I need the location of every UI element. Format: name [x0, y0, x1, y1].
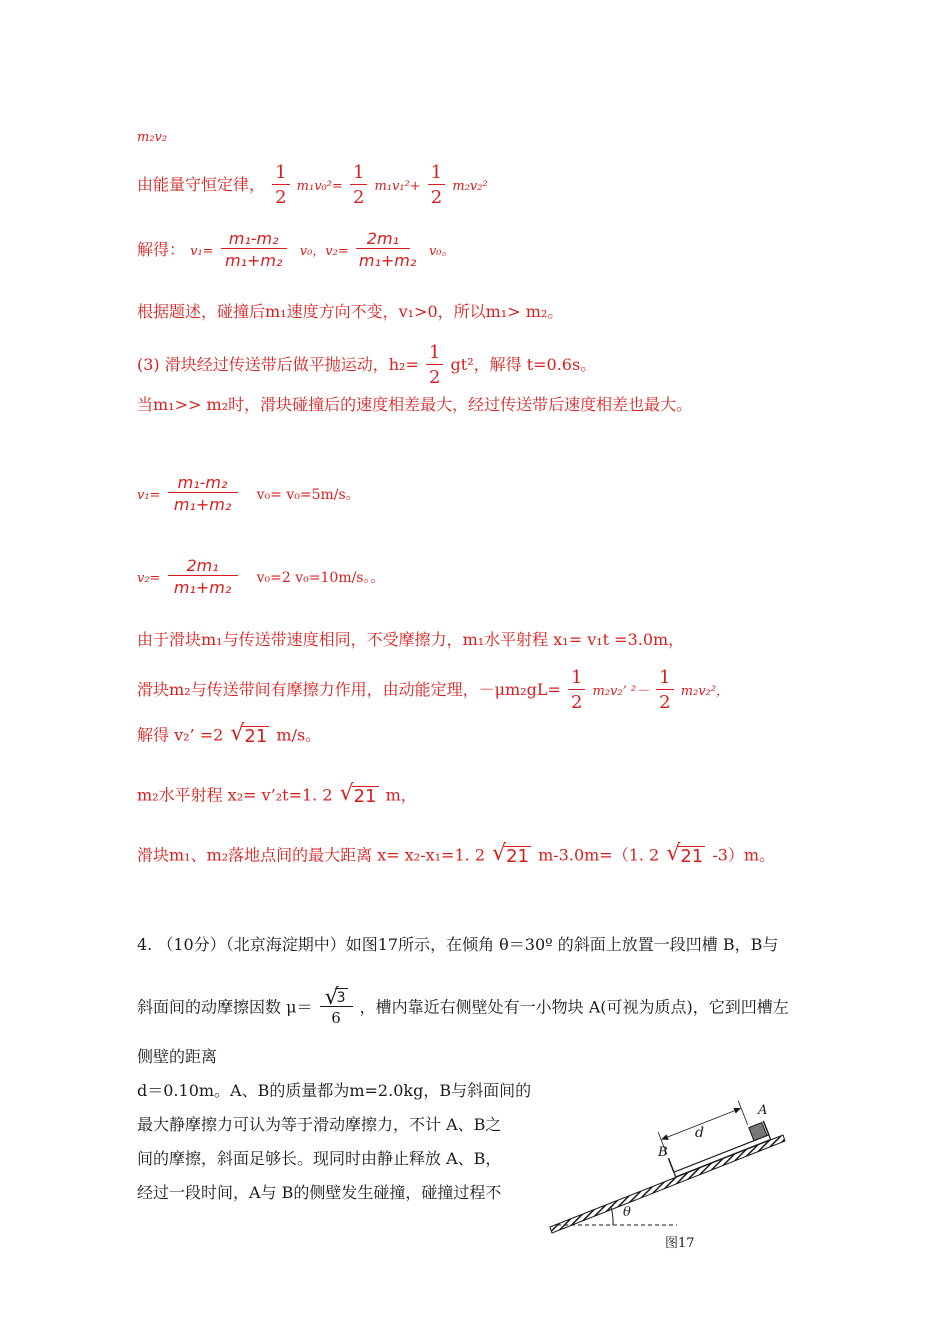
paragraph-line-2: 最大静摩擦力可认为等于滑动摩擦力，不计 A、B之 [137, 1115, 502, 1134]
v2-fraction: $\frac{\text{2m₁}}{\text{m₁+m₂}}$ [356, 230, 410, 271]
sqrt-21-c: √ 21 [492, 846, 531, 866]
term-m2v2-prime: m₂v₂’ ²－ [592, 684, 650, 700]
figure-caption: 图17 [665, 1236, 695, 1251]
v1-result-value: v₀= v₀=5m/s。 [256, 486, 360, 503]
v2-prime-text: 解得 v₂’ =2 [137, 725, 224, 745]
v2-result-line [137, 557, 385, 598]
max-distance-text: 滑块m₁、m₂落地点间的最大距离 x= x₂-x₁=1. 2 [137, 845, 485, 865]
v2-prime-line [137, 726, 321, 746]
label-a: A [758, 1103, 768, 1118]
sqrt-21-d: √ 21 [666, 846, 705, 866]
term-m2v2: m₂v₂² [452, 179, 488, 195]
half-fraction-3: $\frac{1}{2}$ [428, 163, 445, 208]
half-fraction-1: $\frac{1}{2}$ [272, 163, 289, 208]
energy-conservation-line [137, 163, 488, 208]
question-4-line-2-rest: ，槽内靠近右侧壁处有一小物块 A(可视为质点)，它到凹槽左 [359, 997, 789, 1017]
term-m1v1: m₁v₁²+ [374, 179, 421, 195]
half-fraction-6: $\frac{1}{2}$ [656, 668, 673, 713]
theta-label: θ [623, 1205, 631, 1220]
max-difference-text: 当m₁>> m₂时，滑块碰撞后的速度相差最大，经过传送带后速度相差也最大。 [137, 395, 693, 414]
energy-label: 由能量守恒定律， [137, 175, 266, 195]
range-x2-unit: m， [385, 785, 417, 805]
sqrt-21-b: √ 21 [340, 786, 379, 806]
question-4-line-2 [137, 988, 789, 1028]
question-4-line-1: 4. （10分）（北京海淀期中）如图17所示，在倾角 θ＝30º 的斜面上放置一段凹槽 B，B与 [137, 935, 779, 954]
direction-conclusion: 根据题述，碰撞后m₁速度方向不变，v₁>0，所以m₁> m₂。 [137, 302, 564, 321]
label-d: d [695, 1125, 704, 1141]
v2-prime-unit: m/s。 [276, 725, 322, 745]
projectile-line [137, 343, 596, 388]
range-x1-text: 由于滑块m₁与传送带速度相同，不受摩擦力，m₁水平射程 x₁= v₁t =3.0m， [137, 630, 685, 649]
mu-fraction: √ $\frac{3}{6}$ [320, 988, 353, 1028]
half-fraction-5: $\frac{1}{2}$ [568, 668, 585, 713]
projectile-text: (3) 滑块经过传送带后做平抛运动，h₂= [137, 355, 419, 375]
solution-line [137, 230, 455, 271]
max-distance-end: -3）m。 [712, 845, 776, 865]
angle-arc [611, 1207, 613, 1225]
half-fraction-2: $\frac{1}{2}$ [350, 163, 367, 208]
question-4-paragraph [137, 1074, 537, 1210]
max-distance-line [137, 846, 775, 866]
v2-result-fraction: $\frac{\text{2m₁}}{\text{m₁+m₂}}$ [168, 557, 238, 598]
paragraph-line-4: 经过一段时间，A与 B的侧壁发生碰撞，碰撞过程不 [137, 1183, 502, 1202]
range-x2-text: m₂水平射程 x₂= v’₂t=1. 2 [137, 785, 333, 805]
v1-label: v₁= [190, 243, 214, 259]
paragraph-line-3: 间的摩擦，斜面足够长。现同时由静止释放 A、B， [137, 1149, 502, 1168]
kinetic-energy-line [137, 668, 729, 713]
label-b: B [658, 1145, 668, 1160]
sqrt-21-a: √ 21 [230, 726, 269, 746]
range-x2-line [137, 786, 417, 806]
formula-m2v2: m₂v₂ [137, 130, 168, 145]
v0-v2-label: v₀，v₂= [299, 243, 349, 259]
max-distance-mid: m-3.0m=（1. 2 [538, 845, 660, 865]
v1-result-fraction: $\frac{\text{m₁-m₂}}{\text{m₁+m₂}}$ [168, 474, 238, 515]
v1-result-label: v₁= [137, 487, 161, 503]
question-4-line-3: 侧壁的距离 [137, 1047, 218, 1066]
term-m1v0: m₁v₀²= [296, 179, 343, 195]
paragraph-line-1: d＝0.10m。A、B的质量都为m=2.0kg，B与斜面间的 [137, 1081, 532, 1100]
groove-base [674, 1135, 771, 1177]
solution-label: 解得： [137, 239, 186, 259]
v0-end: v₀。 [428, 243, 455, 259]
v1-fraction: $\frac{\text{m₁-m₂}}{\text{m₁+m₂}}$ [221, 230, 287, 271]
kinetic-energy-text: 滑块m₂与传送带间有摩擦力作用，由动能定理，－μm₂gL= [137, 680, 561, 700]
groove-left-wall [668, 1158, 673, 1172]
half-fraction-4: $\frac{1}{2}$ [426, 343, 443, 388]
time-result: gt²，解得 t=0.6s。 [450, 355, 597, 375]
v2-result-value: v₀=2 v₀=10m/s。。 [256, 569, 385, 586]
friction-label: 斜面间的动摩擦因数 μ＝ [137, 997, 313, 1017]
v1-result-line [137, 474, 360, 515]
term-m2v2-end: m₂v₂²， [680, 684, 730, 700]
incline-figure [545, 1095, 795, 1255]
text-m2v2 [137, 131, 167, 144]
v2-result-label: v₂= [137, 570, 161, 586]
